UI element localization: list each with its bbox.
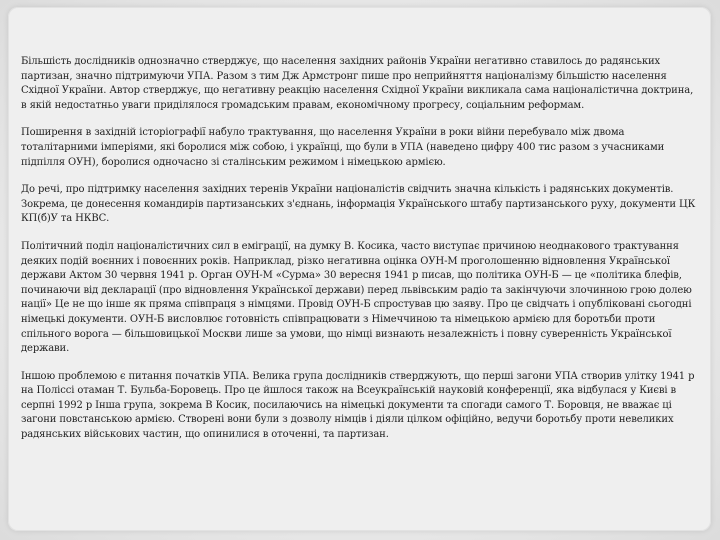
paragraph-2: Поширення в західній історіографії набуло трактування, що населення України в роки війни перебувало між двома тоталітарними імперіями, які боролися між собою, і українці, що були в УПА (наведено цифру 400 тис разом з учасниками підпілля ОУН), боролися одночасно зі сталінським режимом і німецькою армією. xyxy=(21,127,665,168)
paragraph-3: До речі, про підтримку населення західних теренів України націоналістів свідчить значна кількість і радянських документів. Зокрема, це донесення командирів партизанських з'єднань, інформація Українського штабу партизанського руху, документи ЦК КП(б)У та НКВС. xyxy=(21,184,696,225)
paragraph-1: Більшість дослідників однозначно стверджує, що населення західних районів України негативно ставилось до радянських партизан, значно підтримуючи УПА. Разом з тим Дж Армстронг пише про неприйняття націоналізму більшістю населення Східної України. Автор стверджує, що негативну реакцію населення Східної України викликала сама націоналістична доктрина, в якій недостатньо уваги приділялося громадським правам, економічному прогресу, соціальним реформам. xyxy=(21,56,694,111)
paragraph-4: Політичний поділ націоналістичних сил в еміграції, на думку В. Косика, часто виступає причиною неоднакового трактування деяких подій воєнних і повоєнних років. Наприклад, різко негативна оцінка ОУН-М проголошенню відновлення Української держави Актом 30 червня 1941 р. Орган ОУН-М «Сурма» 30 вересня 1941 р писав, що політика ОУН-Б — це «політика блефів, починаючи від декларації (про відновлення Української держави) перед львівським радіо та закінчуючи злочинною грою долею нації» Це не що інше як пряма співпраця з німцями. Провід ОУН-Б спростував цю заяву. Про це свідчать і опубліковані сьогодні німецькі документи. ОУН-Б висловлює готовність співпрацювати з Німеччиною та німецькою армією для боротьби проти спільного ворога — більшовицької Москви лише за умови, що німці визнають незалежність і повну суверенність Української держави. xyxy=(21,240,692,355)
paragraph-5: Іншою проблемою є питання початків УПА. Велика група дослідників стверджують, що перші загони УПА створив улітку 1941 р на Поліссі отаман Т. Бульба-Боровець. Про це йшлося також на Всеукраїнській науковій конференції, яка відбулася у Києві в серпні 1992 р Інша група, зокрема В Косик, посилаючись на німецькі документи та спогади самого Т. Боровця, не вважає ці загони повстанською армією. Створені вони були з дозволу німців і діяли цілком офіційно, ведучи боротьбу проти невеликих радянських військових частин, що опинилися в оточенні, та партизан. xyxy=(21,370,695,441)
slide-body-text xyxy=(21,55,697,456)
